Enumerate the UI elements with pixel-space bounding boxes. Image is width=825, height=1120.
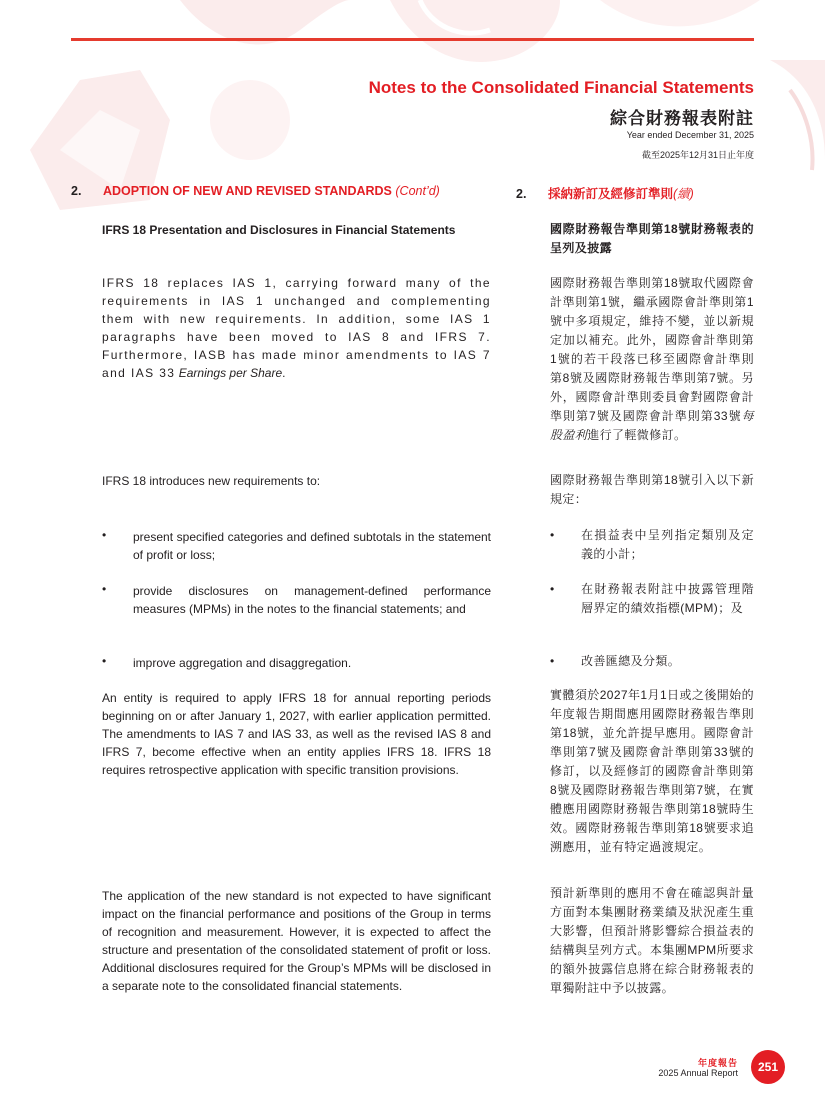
paragraph-en-1: IFRS 18 replaces IAS 1, carrying forward many of the requirements in IAS 1 unchanged and complementing them with new requirements. In addition, some IAS 1 paragraphs have been moved to IAS 8 and IFRS 7. Furthermore, IASB has made minor amendments to IAS 7 and IAS 33 Earnings per Share. xyxy=(102,276,491,380)
subheading-en: IFRS 18 Presentation and Disclosures in Financial Statements xyxy=(102,223,456,237)
section-contd-zh: (續) xyxy=(673,187,694,201)
section-title-zh: 採納新訂及經修訂準則 xyxy=(548,187,674,201)
top-rule xyxy=(71,38,754,41)
section-title: ADOPTION OF NEW AND REVISED STANDARDS xyxy=(103,184,392,198)
paragraph-en-3: An entity is required to apply IFRS 18 for annual reporting periods beginning on or after January 1, 2027, with earlier application permitted. The amendments to IAS 7 and IAS 33, as well as the revised IAS 8 and IFRS 7, become effective when an entity applies IFRS 18. IFRS 18 requires retrospective application with specific transition provisions. xyxy=(102,691,491,777)
bullet-icon: • xyxy=(102,654,107,668)
bullet-zh-2: 在財務報表附註中披露管理階層界定的績效指標(MPM)；及 xyxy=(581,582,754,615)
subheading-zh: 國際財務報告準則第18號財務報表的呈列及披露 xyxy=(550,222,754,255)
page-number: 251 xyxy=(751,1050,785,1084)
page-title-zh: 綜合財務報表附註 xyxy=(610,109,754,128)
bullet-icon: • xyxy=(550,582,555,596)
paragraph-zh-3: 實體須於2027年1月1日或之後開始的年度報告期間應用國際財務報告準則第18號，並允許提早應用。國際會計準則第7號及國際會計準則第33號的修訂，以及經修訂的國際會計準則第8號及國際財務報告準則第7號，在實體應用國際財務報告準則第18號時生效。國際財務報告準則第18號要求追溯應用，並有特定過渡規定。 xyxy=(550,688,754,854)
period-zh: 截至2025年12月31日止年度 xyxy=(641,150,754,160)
section-heading-en xyxy=(71,184,440,198)
section-heading-zh xyxy=(516,184,694,202)
bullet-icon: • xyxy=(102,528,107,542)
paragraph-zh-2: 國際財務報告準則第18號引入以下新規定： xyxy=(550,473,754,506)
paragraph-en-4: The application of the new standard is not expected to have significant impact on the financial performance and positions of the Group in terms of recognition and measurement. However, it is expected to affect the structure and presentation of the consolidated statement of profit or loss. Additional disclosures required for the Group’s MPMs will be disclosed in a separate note to the consolidated financial statements. xyxy=(102,889,491,993)
paragraph-zh-4: 預計新準則的應用不會在確認與計量方面對本集團財務業績及狀況產生重大影響，但預計將影響綜合損益表的結構與呈列方式。本集團MPM所要求的額外披露信息將在綜合財務報表的單獨附註中予以披露。 xyxy=(550,886,754,995)
bullet-en-1: present specified categories and defined subtotals in the statement of profit or loss; xyxy=(133,530,491,562)
paragraph-zh-1: 國際財務報告準則第18號取代國際會計準則第1號，繼承國際會計準則第1號中多項規定，維持不變，並以新規定加以補充。此外，國際會計準則第1號的若干段落已移至國際會計準則第8號及國際財務報告準則第7號。另外，國際會計準則委員會對國際會計準則第7號及國際會計準則第33號每股盈利進行了輕微修訂。 xyxy=(550,276,754,442)
footer-report-zh: 年度報告 xyxy=(697,1058,738,1068)
footer-report-en: 2025 Annual Report xyxy=(658,1068,738,1078)
paragraph-en-2: IFRS 18 introduces new requirements to: xyxy=(102,474,321,488)
section-number: 2. xyxy=(71,184,82,198)
bullet-icon: • xyxy=(550,528,555,542)
bullet-icon: • xyxy=(102,582,107,596)
bullet-en-3: improve aggregation and disaggregation. xyxy=(133,656,352,670)
bullet-zh-3: 改善匯總及分類。 xyxy=(581,654,681,668)
bullet-icon: • xyxy=(550,654,555,668)
section-number-zh: 2. xyxy=(516,187,527,201)
bullet-en-2: provide disclosures on management-defined performance measures (MPMs) in the notes to the financial statements; and xyxy=(133,584,491,616)
page-title-en: Notes to the Consolidated Financial Statements xyxy=(368,78,754,97)
bullet-zh-1: 在損益表中呈列指定類別及定義的小計； xyxy=(581,528,754,561)
period-en: Year ended December 31, 2025 xyxy=(626,130,754,140)
section-contd: (Cont’d) xyxy=(395,184,440,198)
